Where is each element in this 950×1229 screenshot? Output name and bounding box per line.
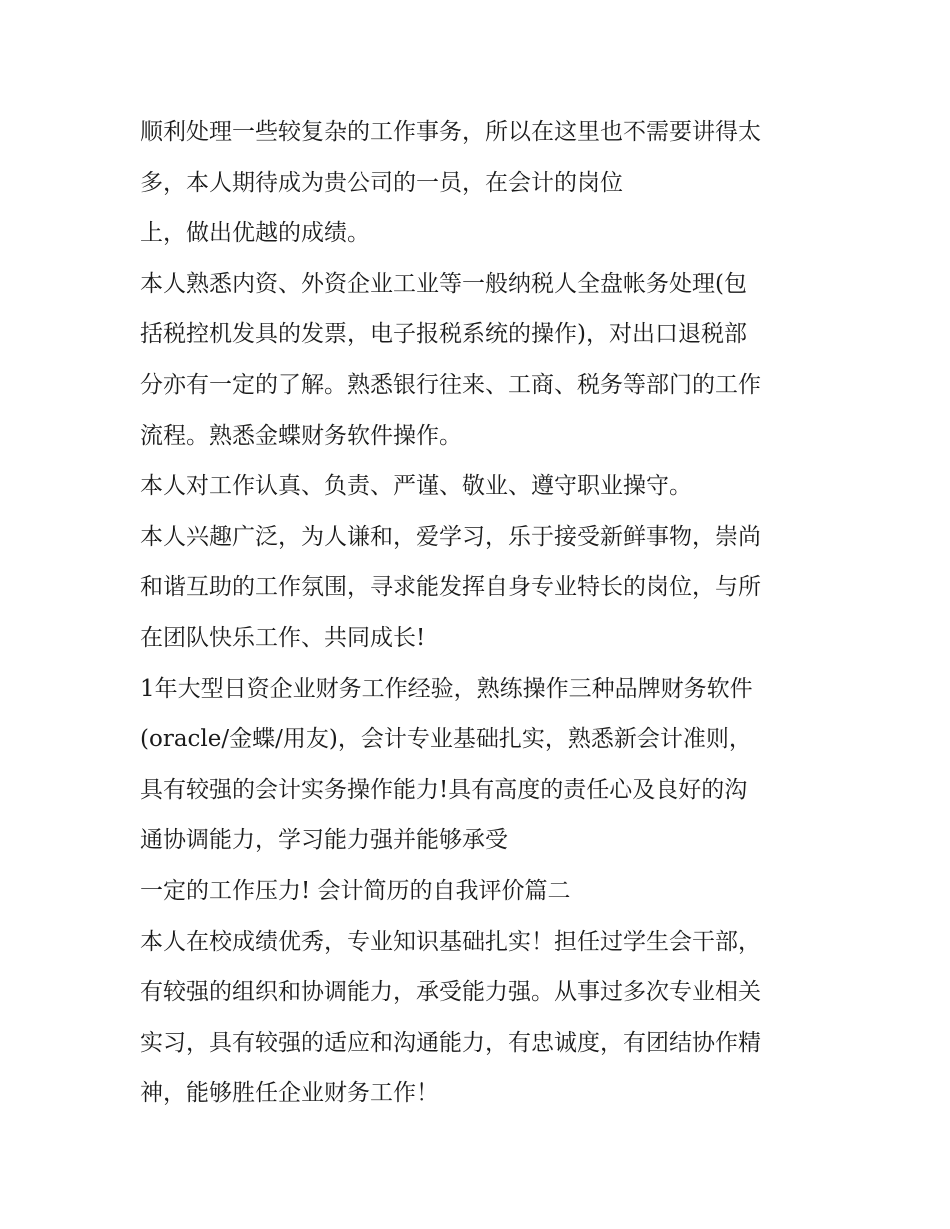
text-line: 本人在校成绩优秀，专业知识基础扎实！担任过学生会干部，	[140, 928, 761, 955]
document-body	[140, 107, 830, 1119]
text-line: 本人对工作认真、负责、严谨、敬业、遵守职业操守。	[140, 473, 692, 500]
text-line: 本人兴趣广泛，为人谦和，爱学习，乐于接受新鲜事物，崇尚	[140, 523, 761, 550]
text-line: 括税控机发具的发票，电子报税系统的操作)，对出口退税部	[140, 321, 747, 348]
text-line: 顺利处理一些较复杂的工作事务，所以在这里也不需要讲得太	[140, 119, 761, 145]
text-line: 有较强的组织和协调能力，承受能力强。从事过多次专业相关	[140, 979, 761, 1006]
text-line: 流程。熟悉金蝶财务软件操作。	[140, 422, 462, 449]
text-line: (oracle/金蝶/用友)，会计专业基础扎实，熟悉新会计准则，	[140, 726, 752, 753]
text-line: 和谐互助的工作氛围，寻求能发挥自身专业特长的岗位，与所	[140, 574, 761, 601]
text-line: 分亦有一定的了解。熟悉银行往来、工商、税务等部门的工作	[140, 371, 761, 398]
text-line: 1年大型日资企业财务工作经验，熟练操作三种品牌财务软件	[140, 675, 753, 702]
section-heading-line: 一定的工作压力! 会计简历的自我评价篇二	[140, 877, 571, 904]
text-line: 在团队快乐工作、共同成长!	[140, 624, 426, 651]
text-line: 神，能够胜任企业财务工作！	[140, 1080, 439, 1107]
text-line: 具有较强的会计实务操作能力!具有高度的责任心及良好的沟	[140, 776, 748, 803]
text-line: 本人熟悉内资、外资企业工业等一般纳税人全盘帐务处理(包	[140, 270, 747, 297]
text-line: 多，本人期待成为贵公司的一员，在会计的岗位	[140, 169, 623, 196]
text-line: 实习，具有较强的适应和沟通能力，有忠诚度，有团结协作精	[140, 1029, 761, 1056]
text-line: 通协调能力，学习能力强并能够承受	[140, 827, 508, 854]
text-line: 上，做出优越的成绩。	[140, 220, 370, 247]
